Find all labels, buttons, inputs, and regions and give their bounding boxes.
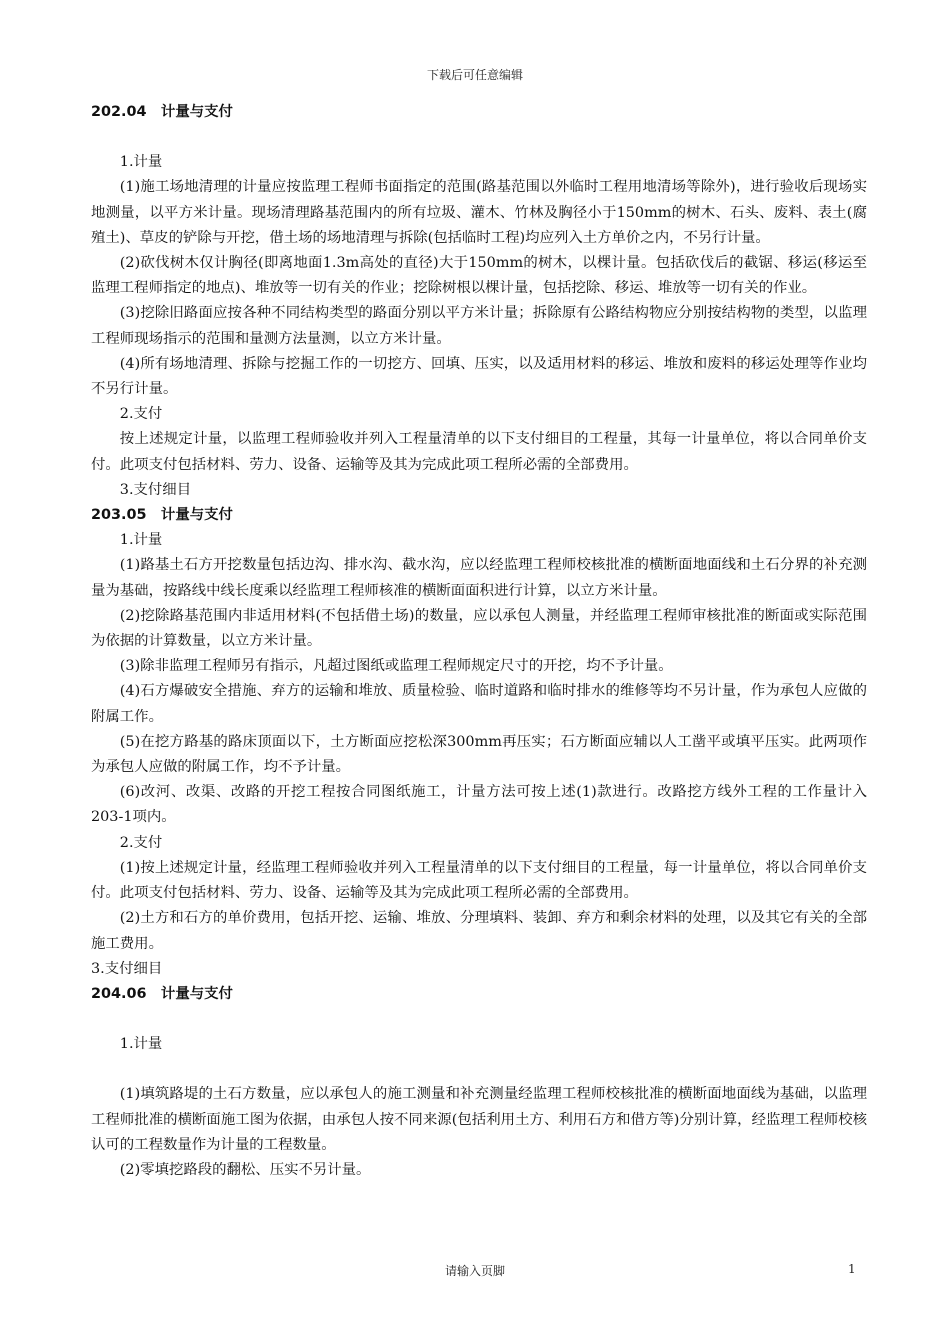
page-header-note: 下载后可任意编辑 xyxy=(426,68,523,82)
item-measure-label: 1.计量 xyxy=(119,1036,163,1053)
paragraph: (1)路基土石方开挖数量包括边沟、排水沟、截水沟，应以经监理工程师校核批准的横断面地面线和土石分界的补充测量为基础，按路线中线长度乘以经监理工程师核准的横断面面积进行计算，以立方米计量。 xyxy=(91,557,867,599)
paragraph: (2)零填挖路段的翻松、压实不另计量。 xyxy=(119,1161,371,1178)
paragraph: (2)砍伐树木仅计胸径(即离地面1.3m高处的直径)大于150mm的树木，以棵计量。包括砍伐后的截锯、移运(移运至监理工程师指定的地点)、堆放等一切有关的作业；挖除树根以棵计量，包括挖除、移运、堆放等一切有关的作业。 xyxy=(91,255,867,297)
paragraph: (4)所有场地清理、拆除与挖掘工作的一切挖方、回填、压实，以及适用材料的移运、堆放和废料的移运处理等作业均不另行计量。 xyxy=(91,355,867,398)
page-number: 1 xyxy=(848,1262,856,1276)
item-payment-label: 2.支付 xyxy=(119,834,163,851)
paragraph: 按上述规定计量，以监理工程师验收并列入工程量清单的以下支付细目的工程量，其每一计量单位，将以合同单价支付。此项支付包括材料、劳力、设备、运输等及其为完成此项工程所必需的全部费用。 xyxy=(91,431,867,473)
paragraph: (4)石方爆破安全措施、弃方的运输和堆放、质量检验、临时道路和临时排水的维修等均不另计量，作为承包人应做的附属工作。 xyxy=(91,683,867,725)
section-heading-204-06: 204.06 计量与支付 xyxy=(91,985,233,1002)
paragraph: (3)除非监理工程师另有指示，凡超过图纸或监理工程师规定尺寸的开挖，均不予计量。 xyxy=(119,658,673,675)
item-payment-details-label: 3.支付细目 xyxy=(91,960,163,977)
paragraph: (2)土方和石方的单价费用，包括开挖、运输、堆放、分理填料、装卸、弃方和剩余材料的处理，以及其它有关的全部施工费用。 xyxy=(91,910,867,952)
item-payment-label: 2.支付 xyxy=(119,406,163,423)
paragraph: (3)挖除旧路面应按各种不同结构类型的路面分别以平方米计量；拆除原有公路结构物应分别按结构物的类型，以监理工程师现场指示的范围和量测方法量测，以立方米计量。 xyxy=(91,305,867,347)
item-measure-label: 1.计量 xyxy=(119,154,163,171)
section-heading-203-05: 203.05 计量与支付 xyxy=(91,507,233,524)
paragraph: (6)改河、改渠、改路的开挖工程按合同图纸施工，计量方法可按上述(1)款进行。改路挖方线外工程的工作量计入203-1项内。 xyxy=(91,784,867,826)
paragraph: (1)施工场地清理的计量应按监理工程师书面指定的范围(路基范围以外临时工程用地清场等除外)，进行验收后现场实地测量，以平方米计量。现场清理路基范围内的所有垃圾、灌木、竹林及胸径小于150mm的树木、石头、废料、表土(腐殖土)、草皮的铲除与开挖，借土场的场地清理与拆除(包括临时工程)均应列入土方单价之内，不另行计量。 xyxy=(91,179,867,246)
paragraph: (1)按上述规定计量，经监理工程师验收并列入工程量清单的以下支付细目的工程量，每一计量单位，将以合同单价支付。此项支付包括材料、劳力、设备、运输等及其为完成此项工程所必需的全部费用。 xyxy=(91,859,867,902)
section-heading-202-04: 202.04 计量与支付 xyxy=(91,104,233,120)
page-footer-note: 请输入页脚 xyxy=(444,1264,505,1278)
item-payment-details-label: 3.支付细目 xyxy=(119,481,192,498)
item-measure-label: 1.计量 xyxy=(119,532,163,549)
paragraph: (1)填筑路堤的土石方数量，应以承包人的施工测量和补充测量经监理工程师校核批准的横断面地面线为基础，以监理工程师批准的横断面施工图为依据，由承包人按不同来源(包括利用土方、利用石方和借方等)分别计算，经监理工程师校核认可的工程数量作为计量的工程数量。 xyxy=(91,1086,867,1153)
paragraph: (5)在挖方路基的路床顶面以下，土方断面应挖松深300mm再压实；石方断面应辅以人工凿平或填平压实。此两项作为承包人应做的附属工作，均不予计量。 xyxy=(91,733,867,776)
document-body xyxy=(91,100,867,1183)
paragraph: (2)挖除路基范围内非适用材料(不包括借土场)的数量，应以承包人测量，并经监理工程师审核批准的断面或实际范围为依据的计算数量，以立方米计量。 xyxy=(91,607,867,650)
